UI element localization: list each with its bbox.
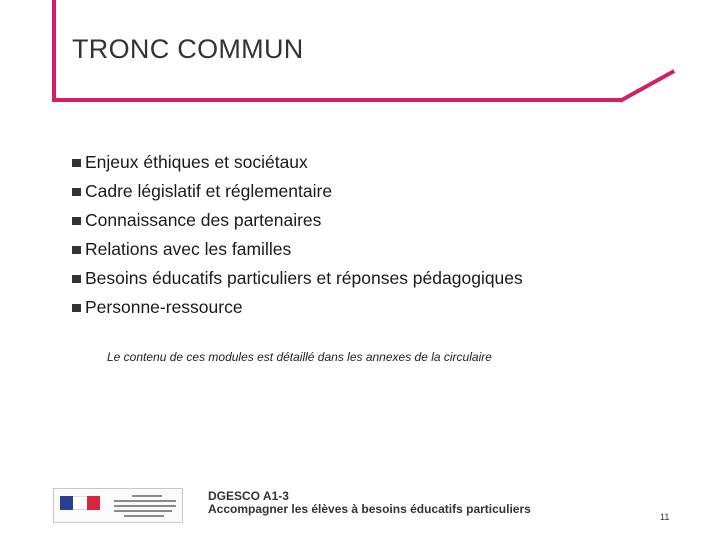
page-number: 11 — [660, 512, 670, 522]
square-bullet-icon — [72, 217, 81, 225]
footer-department: DGESCO A1-3 — [208, 489, 289, 503]
bullet-item — [72, 148, 523, 177]
frame-diagonal-line — [619, 69, 675, 103]
bullet-text: Personne-ressource — [85, 297, 243, 317]
slide-title: TRONC COMMUN — [72, 34, 304, 64]
bullet-item — [72, 235, 523, 264]
footer-text — [208, 490, 531, 516]
square-bullet-icon — [72, 304, 81, 312]
circular-note: Le contenu de ces modules est détaillé dans les annexes de la circulaire — [107, 350, 492, 364]
footer-subtitle: Accompagner les élèves à besoins éducatifs particuliers — [208, 502, 531, 516]
frame-bottom-line — [52, 98, 622, 102]
square-bullet-icon — [72, 275, 81, 283]
bullet-text: Cadre législatif et réglementaire — [85, 181, 333, 201]
bullet-item — [72, 206, 523, 235]
bullet-item — [72, 264, 523, 293]
ministry-logo — [53, 488, 183, 523]
bullet-item — [72, 177, 523, 206]
frame-left-line — [52, 0, 56, 102]
bullet-text: Connaissance des partenaires — [85, 210, 322, 230]
square-bullet-icon — [72, 246, 81, 254]
bullet-text: Besoins éducatifs particuliers et réponses pédagogiques — [85, 268, 523, 288]
bullet-text: Relations avec les familles — [85, 239, 292, 259]
square-bullet-icon — [72, 159, 81, 167]
bullet-list — [72, 148, 523, 322]
square-bullet-icon — [72, 188, 81, 196]
bullet-text: Enjeux éthiques et sociétaux — [85, 152, 308, 172]
bullet-item — [72, 293, 523, 322]
ministry-logo-text-lines — [114, 495, 176, 517]
french-flag-icon — [60, 496, 100, 510]
